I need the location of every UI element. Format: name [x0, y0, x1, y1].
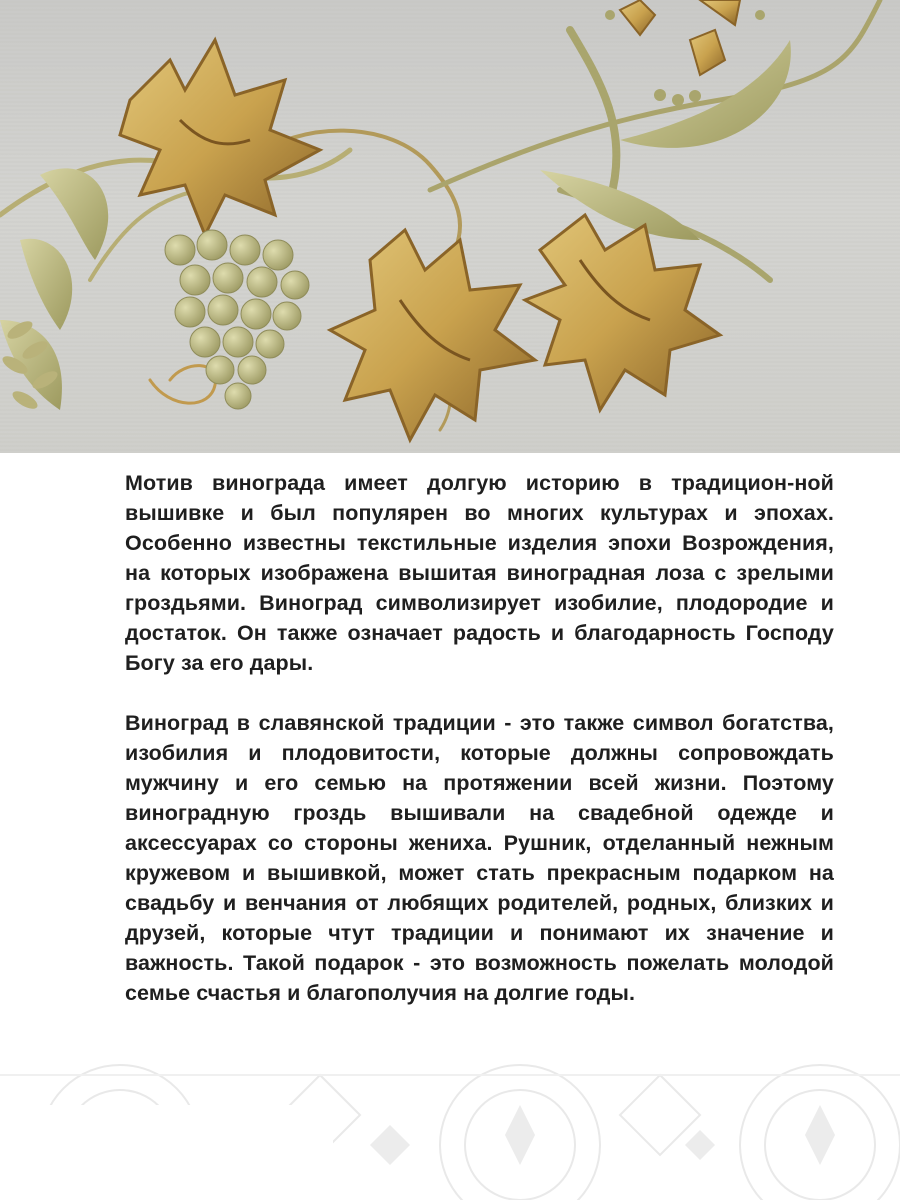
embroidery-photo [0, 0, 900, 453]
article-text [125, 468, 834, 1008]
blank-area [28, 1105, 333, 1200]
paragraph-1: Мотив винограда имеет долгую историю в традицион-ной вышивке и был популярен во многих культурах и эпохах. Особенно известны текстильные изделия эпохи Возрождения, на которых изображена вышитая виноградная лоза с зрелыми гроздьями. Виноград символизирует изобилие, плодородие и достаток. Он также означает радость и благодарность Господу Богу за его дары. [125, 471, 834, 675]
paragraph-2: Виноград в славянской традиции - это также символ богатства, изобилия и плодовитости, которые должны сопровождать мужчину и его семью на протяжении всей жизни. Поэтому виноградную гроздь вышивали на свадебной одежде и аксессуарах со стороны жениха. Рушник, отделанный нежным кружевом и вышивкой, может стать прекрасным подарком на свадьбу и венчания от любящих родителей, родных, близких и друзей, которые чтут традиции и понимают их значение и важность. Такой подарок - это возможность пожелать молодой семье счастья и благополучия на долгие годы. [125, 711, 834, 1005]
grape-vine-embroidery-image [0, 0, 900, 453]
